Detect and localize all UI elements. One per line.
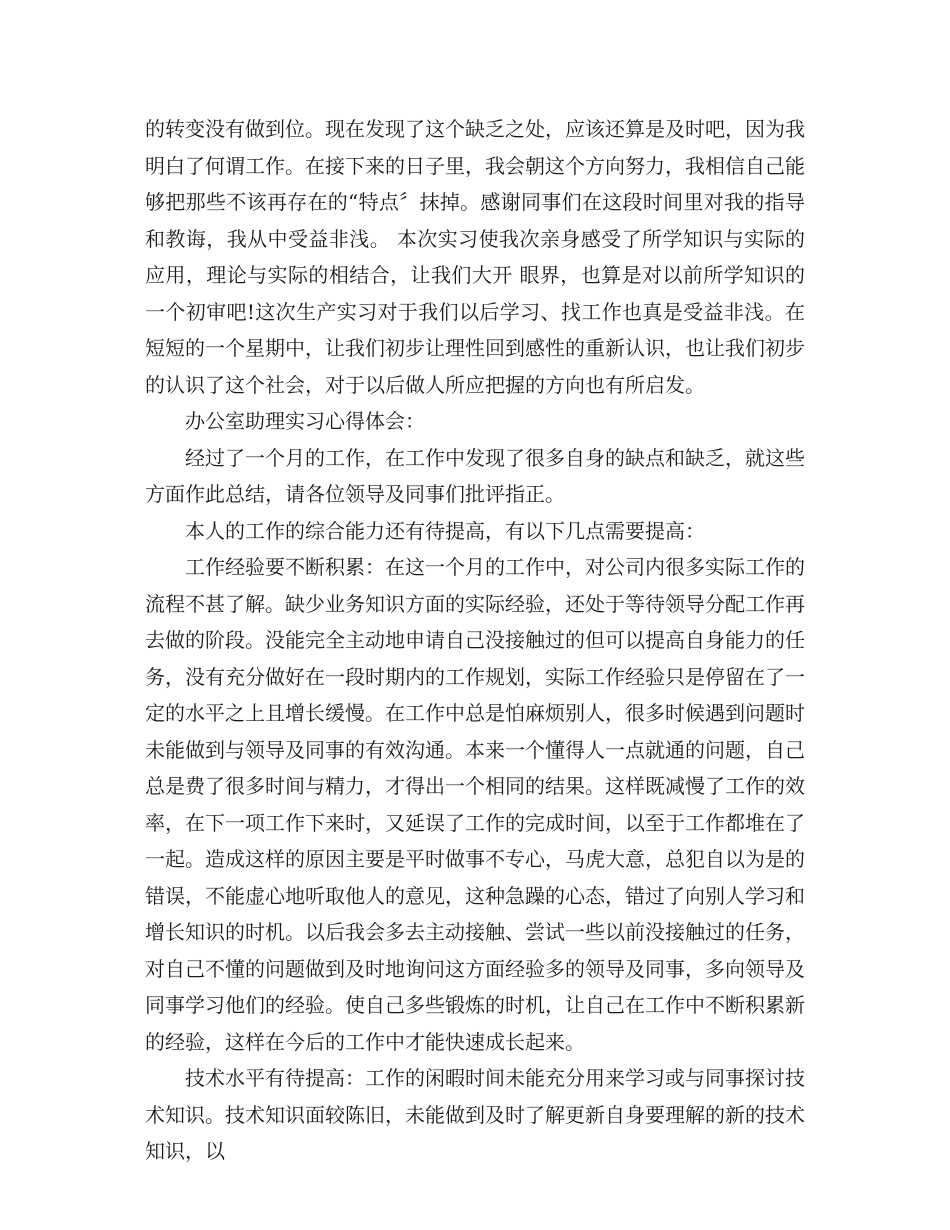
- paragraph-technical-skill: 技术水平有待提高：工作的闲暇时间未能充分用来学习或与同事探讨技术知识。技术知识面较陈旧，未能做到及时了解更新自身要理解的新的技术知识，以: [145, 1066, 805, 1163]
- paragraph-intro: 经过了一个月的工作，在工作中发现了很多自身的缺点和缺乏，就这些方面作此总结，请各位领导及同事们批评指正。: [145, 445, 805, 506]
- document-page: [145, 111, 805, 1170]
- paragraph-improvement-points: 本人的工作的综合能力还有待提高，有以下几点需要提高：: [185, 518, 705, 543]
- paragraph-work-experience: 工作经验要不断积累：在这一个月的工作中，对公司内很多实际工作的流程不甚了解。缺少业务知识方面的实际经验，还处于等待领导分配工作再去做的阶段。没能完全主动地申请自己没接触过的但可以提高自身能力的任务，没有充分做好在一段时期内的工作规划，实际工作经验只是停留在了一定的水平之上且增长缓慢。在工作中总是怕麻烦别人，很多时候遇到问题时未能做到与领导及同事的有效沟通。本来一个懂得人一点就通的问题，自己总是费了很多时间与精力，才得出一个相同的结果。这样既减慢了工作的效率，在下一项工作下来时，又延误了工作的完成时间，以至于工作都堆在了一起。造成这样的原因主要是平时做事不专心，马虎大意，总犯自以为是的错误，不能虚心地听取他人的意见，这种急躁的心态，错过了向别人学习和增长知识的时机。以后我会多去主动接触、尝试一些以前没接触过的任务，对自己不懂的问题做到及时地询问这方面经验多的领导及同事，多向领导及同事学习他们的经验。使自己多些锻炼的时机，让自己在工作中不断积累新的经验，这样在今后的工作中才能快速成长起来。: [145, 555, 805, 1054]
- section-heading-internship-reflection: 办公室助理实习心得体会：: [185, 409, 425, 433]
- paragraph-continuation: 的转变没有做到位。现在发现了这个缺乏之处，应该还算是及时吧，因为我明白了何谓工作。在接下来的日子里，我会朝这个方向努力，我相信自己能够把那些不该再存在的“特点〞抹掉。感谢同事们在这段时间里对我的指导和教诲，我从中受益非浅。 本次实习使我次亲身感受了所学知识与实际的应用，理论与实际的相结合，让我们大开 眼界，也算是对以前所学知识的一个初审吧!这次生产实习对于我们以后学习、找工作也真是受益非浅。在短短的一个星期中，让我们初步让理性回到感性的重新认识，也让我们初步的认识了这个社会，对于以后做人所应把握的方向也有所启发。: [145, 117, 805, 397]
